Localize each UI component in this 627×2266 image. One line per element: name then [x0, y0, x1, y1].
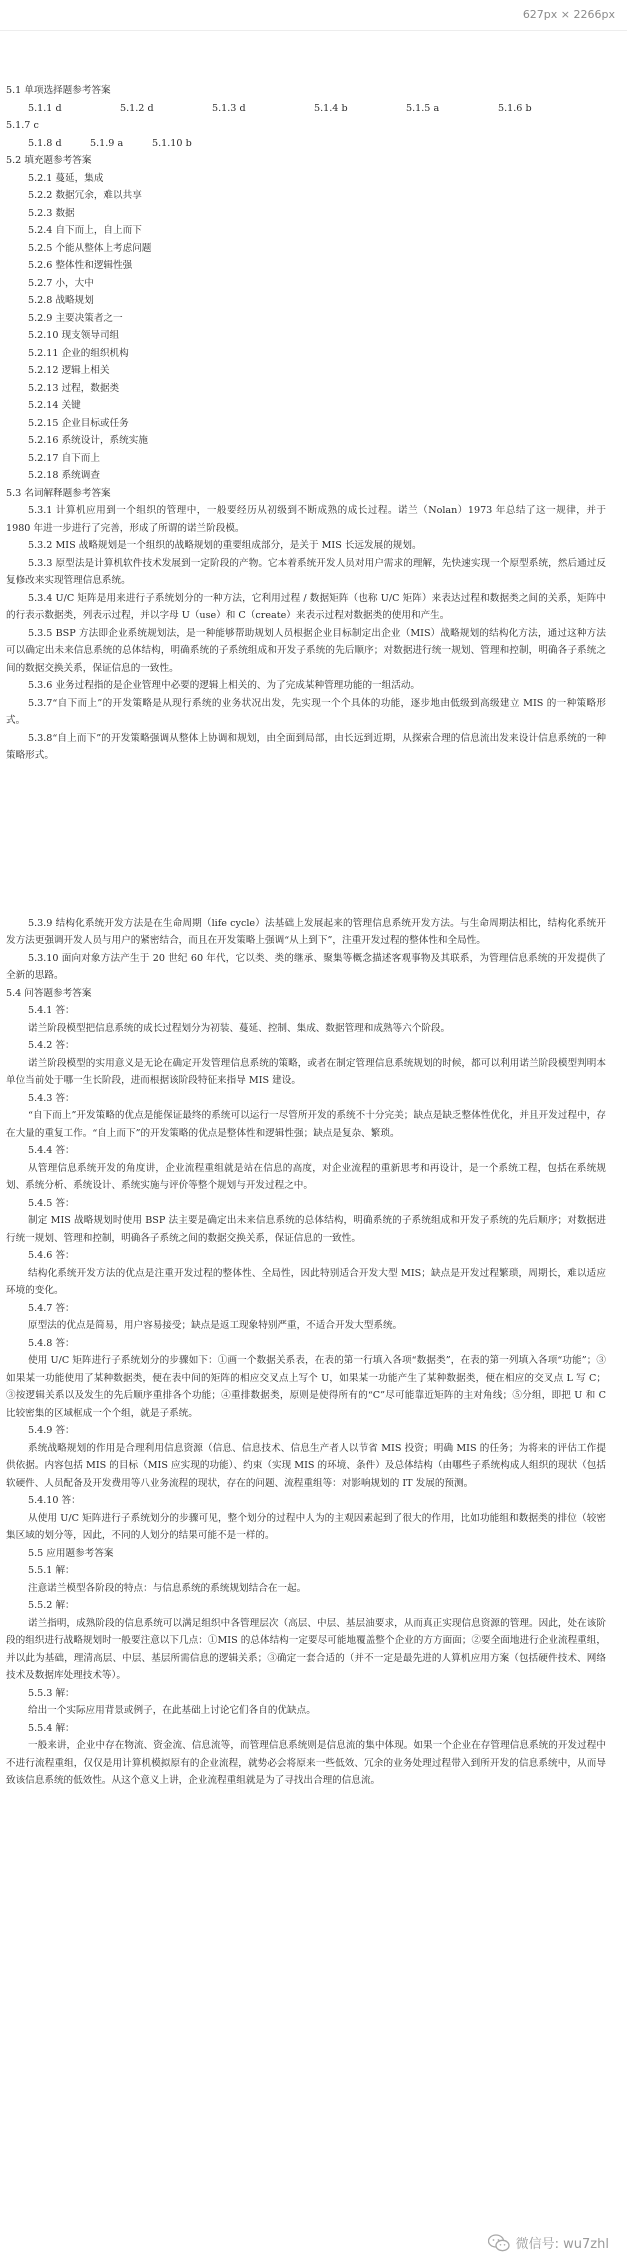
- choice-answers-row-1: [6, 100, 606, 118]
- choice-answer: 5.1.4 b: [314, 102, 348, 114]
- fill-answer-item: 5.2.2 数据冗余，难以共享: [28, 190, 142, 201]
- qa-number: 5.4.3 答：: [28, 1092, 75, 1104]
- qa-item: [6, 1037, 606, 1090]
- qa-answer: 结构化系统开发方法的优点是注重开发过程的整体性、全局性，因此特别适合开发大型 MIS；缺点是开发过程繁琐，周期长，难以适应环境的变化。: [6, 1267, 606, 1296]
- qa-number: 5.5.1 解：: [28, 1565, 75, 1576]
- qa-answer: 原型法的优点是简易，用户容易接受；缺点是返工现象特别严重，不适合开发大型系统。: [28, 1320, 403, 1331]
- section-5-2-title: 5.2 填充题参考答案: [6, 155, 92, 166]
- qa-answer: 注意诺兰模型各阶段的特点：与信息系统的系统规划结合在一起。: [28, 1582, 307, 1594]
- qa-item: [6, 1720, 606, 1790]
- qa-item: [6, 1002, 606, 1037]
- qa-item: [6, 1247, 606, 1300]
- section-5-1-title: 5.1 单项选择题参考答案: [6, 85, 111, 96]
- choice-answer: 5.1.1 d: [28, 102, 62, 114]
- fill-answer-item: 5.2.7 小，大中: [28, 277, 94, 289]
- qa-item: [6, 1142, 606, 1195]
- term-definition: 5.3.4 U/C 矩阵是用来进行子系统划分的一种方法，它利用过程 / 数据矩阵（也称 U/C 矩阵）来表达过程和数据类之间的关系，矩阵中的行表示数据类，列表示过程，并以字母 U（use）和 C（create）来表示过程对数据类的使用和产生。: [6, 592, 606, 621]
- qa-answer: 诺兰阶段模型的实用意义是无论在确定开发管理信息系统的策略，或者在制定管理信息系统规划的时候，都可以利用诺兰阶段模型判明本单位当前处于哪一生长阶段，进而根据该阶段特征来指导 MIS 建设。: [6, 1057, 606, 1086]
- term-definition: 5.3.6 业务过程指的是企业管理中必要的逻辑上相关的、为了完成某种管理功能的一组活动。: [28, 680, 421, 691]
- qa-answer: 诺兰阶段模型把信息系统的成长过程划分为初装、蔓延、控制、集成、数据管理和成熟等六个阶段。: [28, 1022, 451, 1034]
- choice-answer: 5.1.8 d: [28, 137, 62, 149]
- qa-answer: 一般来讲，企业中存在物流、资金流、信息流等，而管理信息系统则是信息流的集中体现。如果一个企业在存管理信息系统的开发过程中不进行流程重组，仅仅是用计算机模拟原有的企业流程，就势必会将原来一些低效、冗余的业务处理过程带入到所开发的信息系统中，从而导致该信息系统的低效性。从这个意义上讲，企业流程重组就是为了寻找出合理的信息流。: [6, 1740, 606, 1786]
- fill-answer-item: 5.2.14 关键: [28, 400, 81, 411]
- qa-answer: 从管理信息系统开发的角度讲，企业流程重组就是站在信息的高度，对企业流程的重新思考和再设计，是一个系统工程，包括在系统规划、系统分析、系统设计、系统实施与评价等整个规划与开发过程之中。: [6, 1162, 606, 1191]
- fill-answer-item: 5.2.4 自下而上，自上而下: [28, 225, 142, 236]
- wechat-icon: [488, 2234, 510, 2252]
- answer-document: [6, 82, 606, 1790]
- fill-answers-list: [6, 170, 606, 485]
- qa-answer: 制定 MIS 战略规划时使用 BSP 法主要是确定出未来信息系统的总体结构，明确系统的子系统组成和开发子系统的先后顺序；对数据进行统一规划、管理和控制，明确各子系统之间的数据交换关系，保证信息的一致性。: [6, 1215, 606, 1244]
- qa-number: 5.4.5 答：: [28, 1197, 75, 1209]
- fill-answer-item: 5.2.5 个能从整体上考虑问题: [28, 242, 152, 254]
- fill-answer-item: 5.2.15 企业目标或任务: [28, 417, 129, 429]
- choice-answer: 5.1.7 c: [6, 120, 39, 131]
- fill-answer-item: 5.2.16 系统设计，系统实施: [28, 435, 148, 446]
- page-break-gap: [6, 765, 606, 915]
- choice-answers-row-2: [6, 135, 606, 153]
- section-5-3-title: 5.3 名词解释题参考答案: [6, 487, 111, 499]
- image-header-bar: [0, 0, 627, 31]
- qa-number: 5.4.4 答：: [28, 1145, 75, 1156]
- qa-answer: 从使用 U/C 矩阵进行子系统划分的步骤可见，整个划分的过程中人为的主观因素起到了很大的作用，比如功能组和数据类的排位（较密集区域的划分等，因此，不同的人划分的结果可能不是一样的。: [6, 1512, 606, 1541]
- fill-answer-item: 5.2.8 战略规划: [28, 295, 94, 306]
- term-definition: 5.3.3 原型法是计算机软件技术发展到一定阶段的产物。它本着系统开发人员对用户需求的理解，先快速实现一个原型系统，然后通过反复修改来实现管理信息系统。: [6, 557, 606, 586]
- qa-item: [6, 1195, 606, 1248]
- watermark-text: 微信号: wu7zhl: [515, 2237, 609, 2252]
- image-dimensions: 627px × 2266px: [522, 8, 615, 21]
- term-definition: 5.3.7“自下而上”的开发策略是从现行系统的业务状况出发，先实现一个个具体的功能，逐步地由低级到高级建立 MIS 的一种策略形式。: [6, 697, 606, 726]
- qa-item: [6, 1090, 606, 1143]
- term-definition: 5.3.5 BSP 方法即企业系统规划法，是一种能够帮助规划人员根据企业目标制定出企业（MIS）战略规划的结构化方法，通过这种方法可以确定出未来信息系统的总体结构，明确系统的子系统组成和开发子系统的先后顺序；对数据进行统一规划、管理和控制，明确各子系统之间的数据交换关系，保证信息的一致性。: [6, 627, 606, 674]
- choice-answer: 5.1.5 a: [406, 102, 440, 114]
- qa-number: 5.4.8 答：: [28, 1337, 75, 1349]
- choice-answer: 5.1.2 d: [120, 102, 154, 114]
- qa-answer: “自下而上”开发策略的优点是能保证最终的系统可以运行一尽管所开发的系统不十分完美；缺点是缺乏整体性优化，并且开发过程中，存在大量的重复工作。“自上而下”的开发策略的优点是整体性和逻辑性强；缺点是复杂、繁琐。: [6, 1110, 606, 1139]
- qa-answer: 系统战略规划的作用是合理利用信息资源（信息、信息技术、信息生产者人以节省 MIS 投资；明确 MIS 的任务；为将来的评估工作提供依据。内容包括 MIS 的目标（MIS 应实现的功能）、约束（实现 MIS 的环境、条件）及总体结构（由哪些子系统构成人组织的现状（包括软硬件、人员配备及开发费用等八业务流程的现状，存在的问题、流程重组等：对影响规划的 IT 发展的预测。: [6, 1442, 606, 1489]
- qa-number: 5.5.4 解：: [28, 1722, 75, 1734]
- qa-answer: 使用 U/C 矩阵进行子系统划分的步骤如下：①画一个数据关系表，在表的第一行填入各项“数据类”，在表的第一列填入各项“功能”；③如果某一功能使用了某种数据类，便在表中间的矩阵的相应交叉点上写个 U，如果某一功能产生了某种数据类，便在相应的交叉点 L 写 C；③按逻辑关系以及发生的先后顺序重排各个功能；④重排数据类，原则是使得所有的“C”尽可能靠近矩阵的主对角线；⑤分组，即把 U 和 C 比较密集的区域框成一个个组，就是子系统。: [6, 1355, 606, 1419]
- qa-number: 5.4.10 答：: [28, 1495, 81, 1506]
- choice-answer: 5.1.10 b: [152, 137, 192, 149]
- choice-answer: 5.1.3 d: [212, 102, 246, 114]
- qa-item: [6, 1335, 606, 1423]
- qa-answer: 给出一个实际应用背景或例子，在此基础上讨论它们各自的优缺点。: [28, 1705, 316, 1716]
- qa-number: 5.4.1 答：: [28, 1005, 75, 1016]
- term-definition: 5.3.1 计算机应用到一个组织的管理中，一般要经历从初级到不断成熟的成长过程。诺兰（Nolan）1973 年总结了这一规律，并于 1980 年进一步进行了完善，形成了所谓的诺兰阶段模。: [6, 505, 606, 534]
- qa-item: [6, 1562, 606, 1597]
- fill-answer-item: 5.2.12 逻辑上相关: [28, 365, 110, 376]
- fill-answer-item: 5.2.9 主要决策者之一: [28, 312, 123, 324]
- qa-item: [6, 1685, 606, 1720]
- qa-number: 5.5.2 解：: [28, 1600, 75, 1611]
- qa-item: [6, 1492, 606, 1545]
- section-5-5-title: 5.5 应用题参考答案: [28, 1547, 114, 1559]
- qa-number: 5.4.2 答：: [28, 1040, 75, 1051]
- section-5-4-title: 5.4 问答题参考答案: [6, 987, 92, 999]
- fill-answer-item: 5.2.10 现支领导司组: [28, 330, 120, 341]
- qa-number: 5.4.6 答：: [28, 1250, 75, 1261]
- fill-answer-item: 5.2.6 整体性和逻辑性强: [28, 260, 133, 271]
- qa-item: [6, 1597, 606, 1685]
- fill-answer-item: 5.2.3 数据: [28, 207, 75, 219]
- qa-item: [6, 1300, 606, 1335]
- fill-answer-item: 5.2.18 系统调查: [28, 470, 100, 481]
- choice-answer: 5.1.6 b: [498, 102, 532, 114]
- fill-answer-item: 5.2.13 过程，数据类: [28, 382, 120, 394]
- fill-answer-item: 5.2.11 企业的组织机构: [28, 347, 129, 359]
- term-definition: 5.3.2 MIS 战略规划是一个组织的战略规划的重要组成部分，是关于 MIS 长远发展的规划。: [28, 540, 422, 551]
- choice-answer: 5.1.9 a: [90, 137, 124, 149]
- wechat-watermark: [488, 2233, 609, 2252]
- qa-answer: 诺兰指明，成熟阶段的信息系统可以满足组织中各管理层次（高层、中层、基层油要求，从而真正实现信息资源的管理。因此，处在该阶段的组织进行战略规划时一般要注意以下几点：①MIS 的总体结构一定要尽可能地覆盖整个企业的方方面面；②要全面地进行企业流程重组，并以此为基础，理清高层、中层、基层所需信息的逻辑关系；③确定一套合适的（并不一定是最先进的人算机应用方案（包括硬件技术、网络技术及数据库处理技术等）。: [6, 1617, 606, 1681]
- qa-number: 5.5.3 解：: [28, 1687, 75, 1699]
- term-definition: 5.3.8“自上而下”的开发策略强调从整体上协调和规划，由全面到局部，由长远到近期，从探索合理的信息流出发来设计信息系统的一种策略形式。: [6, 732, 606, 761]
- qa-number: 5.4.7 答：: [28, 1302, 75, 1314]
- fill-answer-item: 5.2.1 蔓延，集成: [28, 172, 104, 184]
- term-definition: 5.3.10 面向对象方法产生于 20 世纪 60 年代，它以类、类的继承、聚集等概念描述客观事物及其联系，为管理信息系统的开发提供了全新的思路。: [6, 952, 606, 981]
- term-definition: 5.3.9 结构化系统开发方法是在生命周期（life cycle）法基础上发展起来的管理信息系统开发方法。与生命周期法相比，结构化系统开发方法更强调开发人员与用户的紧密结合，而且在开发策略上强调“从上到下”，注重开发过程的整体性和全局性。: [6, 917, 606, 946]
- fill-answer-item: 5.2.17 自下而上: [28, 452, 100, 464]
- qa-number: 5.4.9 答：: [28, 1425, 75, 1436]
- qa-item: [6, 1422, 606, 1492]
